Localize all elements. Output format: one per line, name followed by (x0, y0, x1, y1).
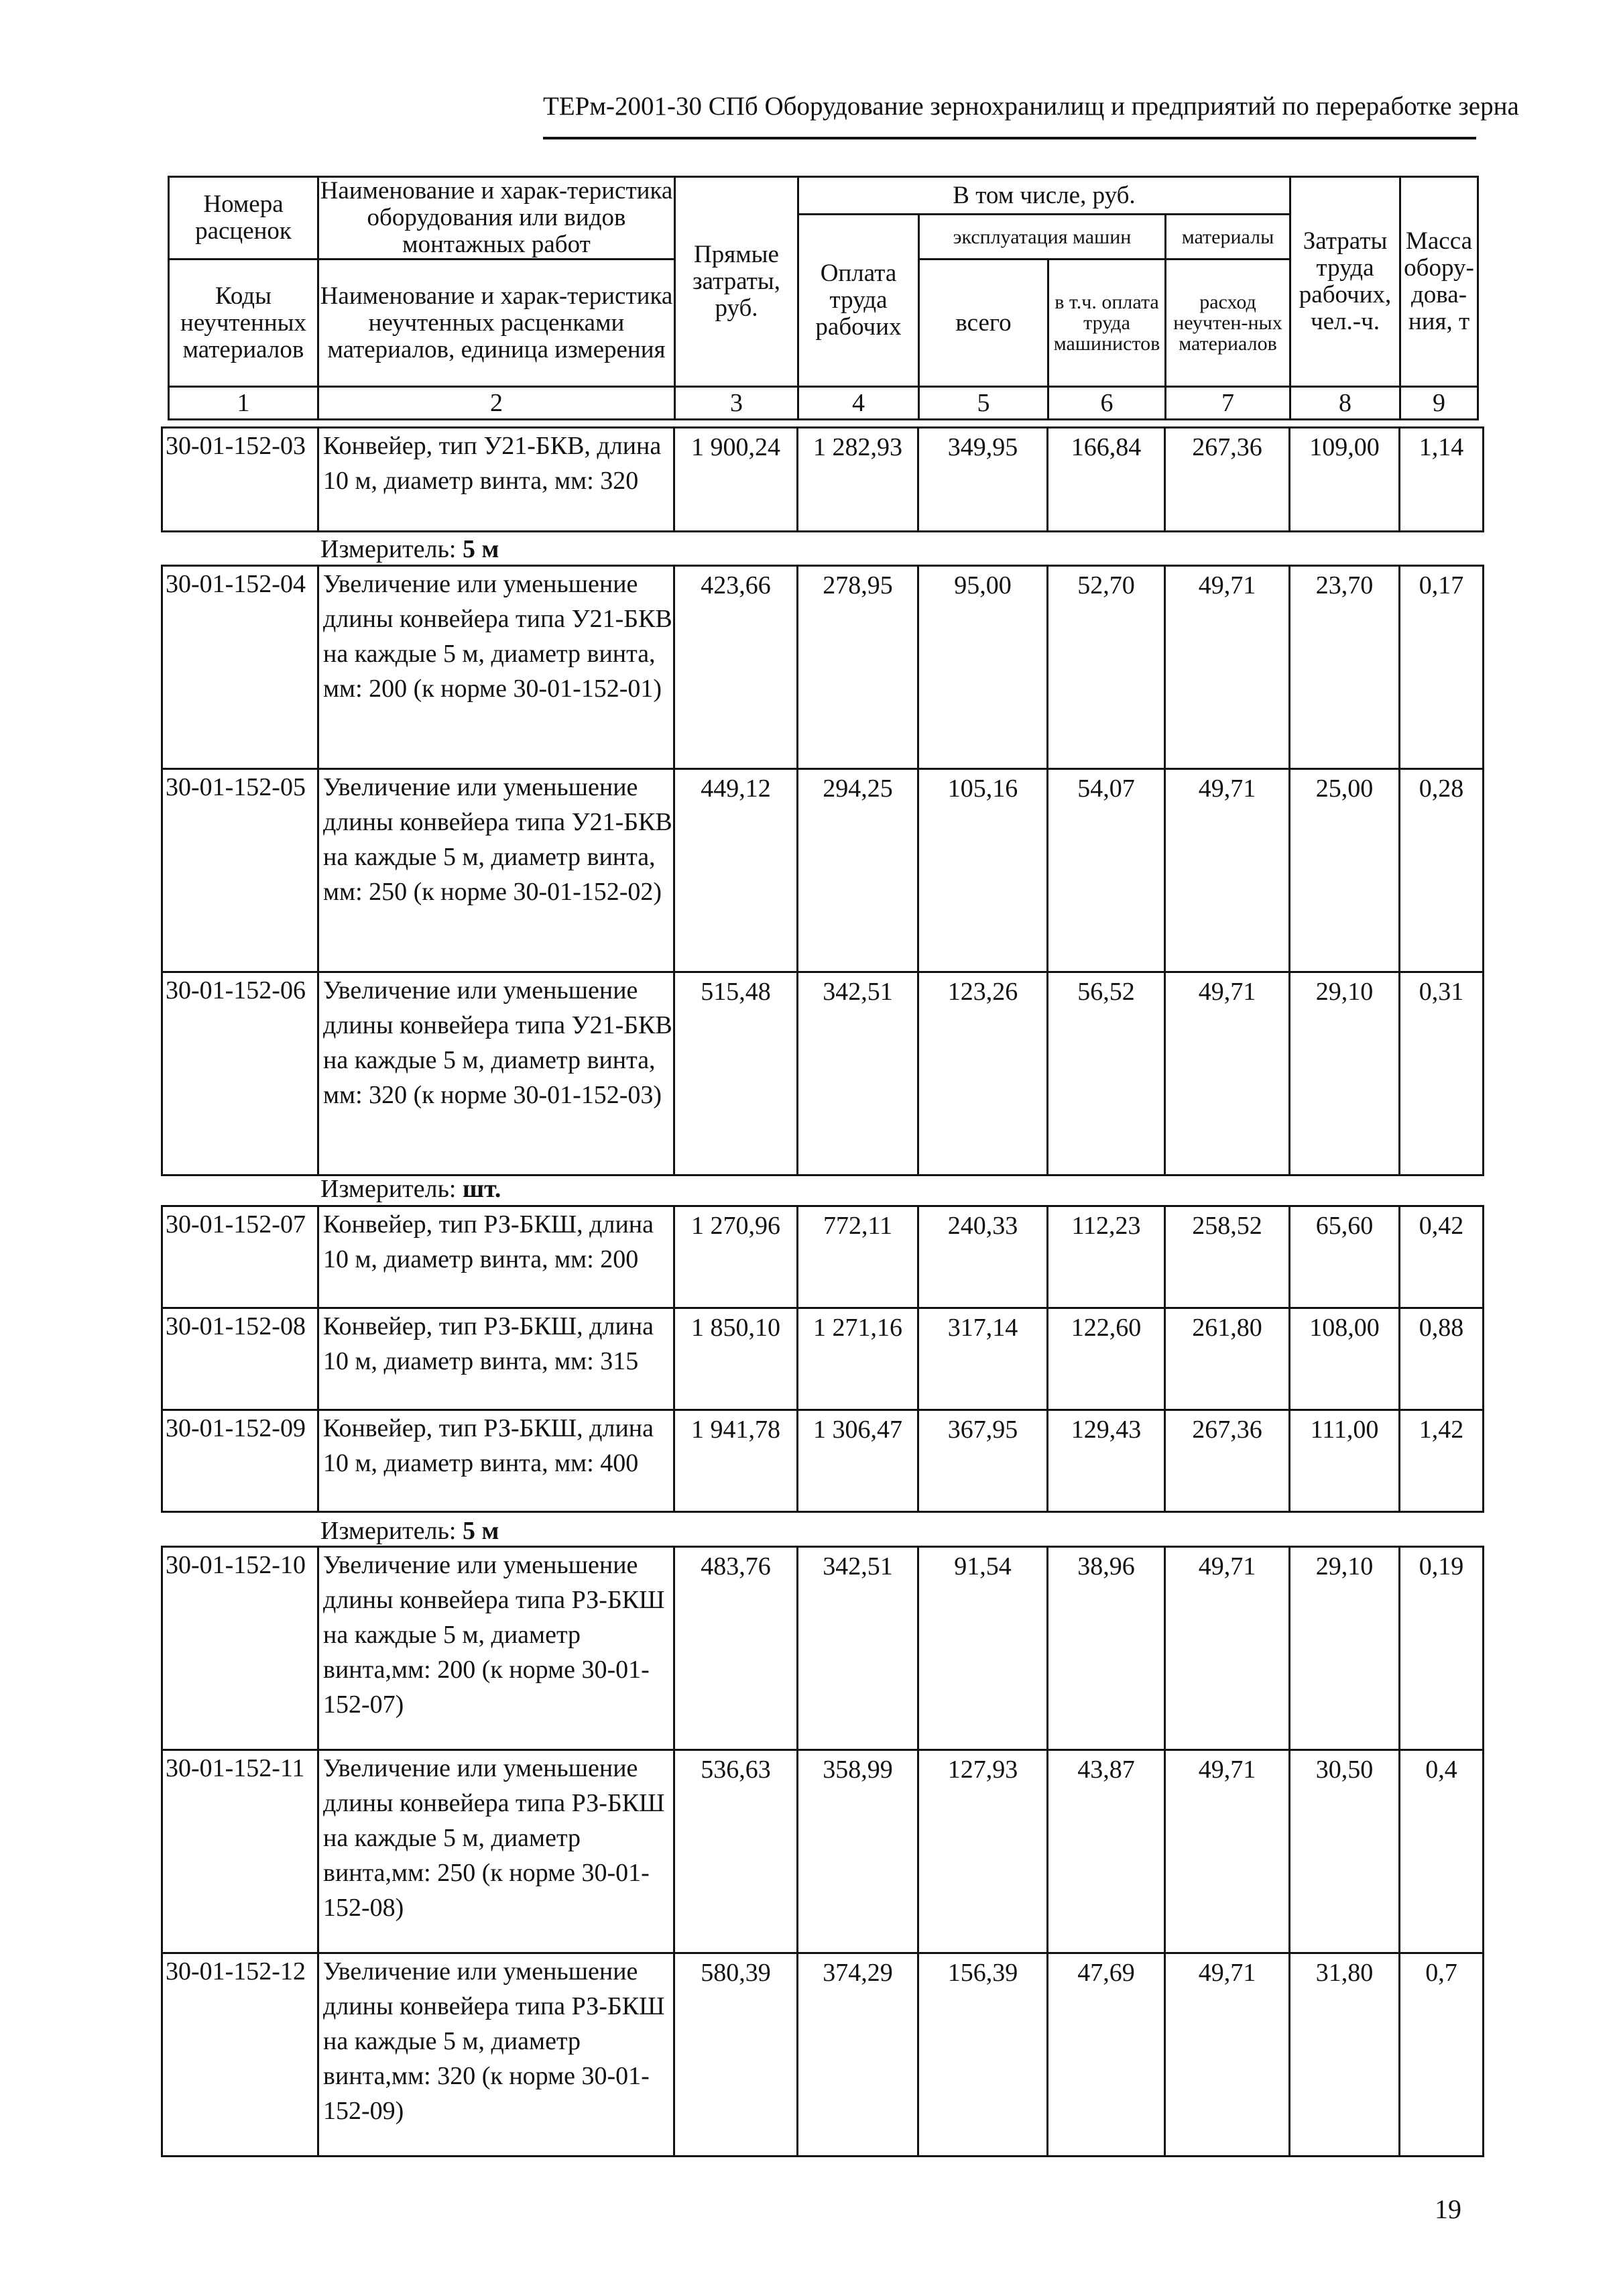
equipment-mass: 1,14 (1400, 428, 1484, 532)
equipment-mass: 0,88 (1400, 1308, 1484, 1410)
materials: 49,71 (1165, 1953, 1290, 2157)
table-row (162, 1410, 1484, 1512)
machinist-pay: 54,07 (1048, 769, 1165, 972)
header-rule (543, 137, 1476, 139)
rate-code: 30-01-152-09 (162, 1410, 318, 1512)
column-header-table (168, 176, 1479, 420)
rate-name: Конвейер, тип РЗ-БКШ, длина 10 м, диаметр винта, мм: 315 (318, 1308, 674, 1410)
equipment-mass: 0,31 (1400, 972, 1484, 1175)
equipment-mass: 0,28 (1400, 769, 1484, 972)
table-row (162, 1953, 1484, 2157)
equipment-mass: 0,42 (1400, 1206, 1484, 1308)
equipment-mass: 1,42 (1400, 1410, 1484, 1512)
labor-hours: 30,50 (1290, 1750, 1400, 1953)
rate-name: Конвейер, тип У21-БКВ, длина 10 м, диаметр винта, мм: 320 (318, 428, 674, 532)
materials: 49,71 (1165, 972, 1290, 1175)
rate-code: 30-01-152-12 (162, 1953, 318, 2157)
table-row (162, 1206, 1484, 1308)
table-row (162, 428, 1484, 532)
direct-costs: 1 941,78 (674, 1410, 798, 1512)
machine-ops: 349,95 (918, 428, 1048, 532)
machinist-pay: 129,43 (1048, 1410, 1165, 1512)
col-number: 4 (798, 387, 919, 420)
col-header-unaccounted-codes: Коды неучтенных материалов (169, 260, 318, 387)
col-number: 1 (169, 387, 318, 420)
materials: 258,52 (1165, 1206, 1290, 1308)
materials: 49,71 (1165, 1750, 1290, 1953)
labor-pay: 342,51 (798, 972, 918, 1175)
labor-hours: 31,80 (1290, 1953, 1400, 2157)
col-header-including: В том числе, руб. (798, 177, 1290, 215)
table-row (162, 1308, 1484, 1410)
rate-code: 30-01-152-04 (162, 566, 318, 769)
labor-hours: 29,10 (1290, 972, 1400, 1175)
col-number: 5 (919, 387, 1048, 420)
rate-name: Увеличение или уменьшение длины конвейера типа У21-БКВ на каждые 5 м, диаметр винта, мм: 250 (к норме 30-01-152-02) (318, 769, 674, 972)
direct-costs: 483,76 (674, 1547, 798, 1750)
col-number: 3 (675, 387, 798, 420)
labor-hours: 111,00 (1290, 1410, 1400, 1512)
direct-costs: 423,66 (674, 566, 798, 769)
col-header-work-name: Наименование и харак-теристика оборудования или видов монтажных работ (318, 177, 675, 260)
labor-hours: 29,10 (1290, 1547, 1400, 1750)
equipment-mass: 0,17 (1400, 566, 1484, 769)
rate-code: 30-01-152-08 (162, 1308, 318, 1410)
rate-name: Увеличение или уменьшение длины конвейера типа РЗ-БКШ на каждые 5 м, диаметр винта,мм: 320 (к норме 30-01-152-09) (318, 1953, 674, 2157)
table-row (162, 1750, 1484, 1953)
materials: 49,71 (1165, 566, 1290, 769)
machinist-pay: 122,60 (1048, 1308, 1165, 1410)
labor-hours: 108,00 (1290, 1308, 1400, 1410)
col-header-machine-total: всего (919, 260, 1048, 387)
col-header-labor-cost: Затраты труда рабочих, чел.-ч. (1290, 177, 1400, 387)
machine-ops: 127,93 (918, 1750, 1048, 1953)
measure-caption (320, 1515, 499, 1546)
machine-ops: 105,16 (918, 769, 1048, 972)
measure-unit: 5 м (463, 535, 499, 563)
rate-name: Увеличение или уменьшение длины конвейера типа У21-БКВ на каждые 5 м, диаметр винта, мм: 320 (к норме 30-01-152-03) (318, 972, 674, 1175)
col-header-machine-ops: эксплуатация машин (919, 215, 1166, 260)
table-row (162, 1547, 1484, 1750)
col-header-machinist-pay: в т.ч. оплата труда машинистов (1048, 260, 1166, 387)
rates-block-3 (161, 1205, 1484, 1513)
col-header-equipment-mass: Масса обору-дова-ния, т (1400, 177, 1478, 387)
table-row (162, 566, 1484, 769)
equipment-mass: 0,7 (1400, 1953, 1484, 2157)
direct-costs: 515,48 (674, 972, 798, 1175)
labor-pay: 278,95 (798, 566, 918, 769)
machinist-pay: 166,84 (1048, 428, 1165, 532)
machine-ops: 95,00 (918, 566, 1048, 769)
rate-name: Конвейер, тип РЗ-БКШ, длина 10 м, диаметр винта, мм: 200 (318, 1206, 674, 1308)
labor-pay: 374,29 (798, 1953, 918, 2157)
labor-pay: 1 306,47 (798, 1410, 918, 1512)
labor-hours: 65,60 (1290, 1206, 1400, 1308)
machinist-pay: 38,96 (1048, 1547, 1165, 1750)
labor-pay: 1 282,93 (798, 428, 918, 532)
machinist-pay: 56,52 (1048, 972, 1165, 1175)
labor-pay: 358,99 (798, 1750, 918, 1953)
machine-ops: 317,14 (918, 1308, 1048, 1410)
machine-ops: 240,33 (918, 1206, 1048, 1308)
rates-block-1 (161, 426, 1484, 532)
rate-code: 30-01-152-06 (162, 972, 318, 1175)
machine-ops: 123,26 (918, 972, 1048, 1175)
measure-label: Измеритель: (320, 1517, 457, 1545)
col-header-unaccounted-materials: расход неучтен-ных материалов (1166, 260, 1290, 387)
col-number: 7 (1166, 387, 1290, 420)
rate-name: Увеличение или уменьшение длины конвейера типа РЗ-БКШ на каждые 5 м, диаметр винта,мм: 200 (к норме 30-01-152-07) (318, 1547, 674, 1750)
direct-costs: 449,12 (674, 769, 798, 972)
table-row (162, 972, 1484, 1175)
equipment-mass: 0,4 (1400, 1750, 1484, 1953)
col-header-direct-costs: Прямые затраты, руб. (675, 177, 798, 387)
labor-pay: 294,25 (798, 769, 918, 972)
rate-code: 30-01-152-11 (162, 1750, 318, 1953)
machinist-pay: 52,70 (1048, 566, 1165, 769)
labor-hours: 25,00 (1290, 769, 1400, 972)
col-header-unaccounted-name: Наименование и харак-теристика неучтенных расценками материалов, единица измерения (318, 260, 675, 387)
page-header: ТЕРм-2001-30 СПб Оборудование зернохранилищ и предприятий по переработке зерна (543, 92, 1519, 121)
labor-pay: 1 271,16 (798, 1308, 918, 1410)
labor-pay: 342,51 (798, 1547, 918, 1750)
col-header-materials: материалы (1166, 215, 1290, 260)
machine-ops: 91,54 (918, 1547, 1048, 1750)
rate-code: 30-01-152-03 (162, 428, 318, 532)
machinist-pay: 43,87 (1048, 1750, 1165, 1953)
measure-label: Измеритель: (320, 535, 457, 563)
table-row (162, 769, 1484, 972)
col-number: 2 (318, 387, 675, 420)
measure-label: Измеритель: (320, 1175, 457, 1203)
measure-caption (320, 534, 499, 565)
labor-hours: 109,00 (1290, 428, 1400, 532)
labor-hours: 23,70 (1290, 566, 1400, 769)
machinist-pay: 112,23 (1048, 1206, 1165, 1308)
materials: 267,36 (1165, 428, 1290, 532)
rate-code: 30-01-152-05 (162, 769, 318, 972)
col-number: 6 (1048, 387, 1166, 420)
measure-unit: шт. (463, 1175, 501, 1203)
machinist-pay: 47,69 (1048, 1953, 1165, 2157)
direct-costs: 1 900,24 (674, 428, 798, 532)
col-number: 8 (1290, 387, 1400, 420)
page-number: 19 (1435, 2194, 1461, 2224)
machine-ops: 367,95 (918, 1410, 1048, 1512)
rates-block-4 (161, 1546, 1484, 2157)
rates-block-2 (161, 565, 1484, 1176)
materials: 49,71 (1165, 1547, 1290, 1750)
equipment-mass: 0,19 (1400, 1547, 1484, 1750)
measure-caption (320, 1173, 501, 1204)
rate-code: 30-01-152-10 (162, 1547, 318, 1750)
measure-unit: 5 м (463, 1517, 499, 1545)
col-header-rate-numbers: Номера расценок (169, 177, 318, 260)
materials: 261,80 (1165, 1308, 1290, 1410)
rate-name: Увеличение или уменьшение длины конвейера типа У21-БКВ на каждые 5 м, диаметр винта, мм: 200 (к норме 30-01-152-01) (318, 566, 674, 769)
machine-ops: 156,39 (918, 1953, 1048, 2157)
direct-costs: 1 850,10 (674, 1308, 798, 1410)
rate-code: 30-01-152-07 (162, 1206, 318, 1308)
direct-costs: 536,63 (674, 1750, 798, 1953)
rate-name: Увеличение или уменьшение длины конвейера типа РЗ-БКШ на каждые 5 м, диаметр винта,мм: 250 (к норме 30-01-152-08) (318, 1750, 674, 1953)
labor-pay: 772,11 (798, 1206, 918, 1308)
rate-name: Конвейер, тип РЗ-БКШ, длина 10 м, диаметр винта, мм: 400 (318, 1410, 674, 1512)
direct-costs: 1 270,96 (674, 1206, 798, 1308)
col-number: 9 (1400, 387, 1478, 420)
materials: 267,36 (1165, 1410, 1290, 1512)
materials: 49,71 (1165, 769, 1290, 972)
col-header-labor-pay: Оплата труда рабочих (798, 215, 919, 387)
direct-costs: 580,39 (674, 1953, 798, 2157)
